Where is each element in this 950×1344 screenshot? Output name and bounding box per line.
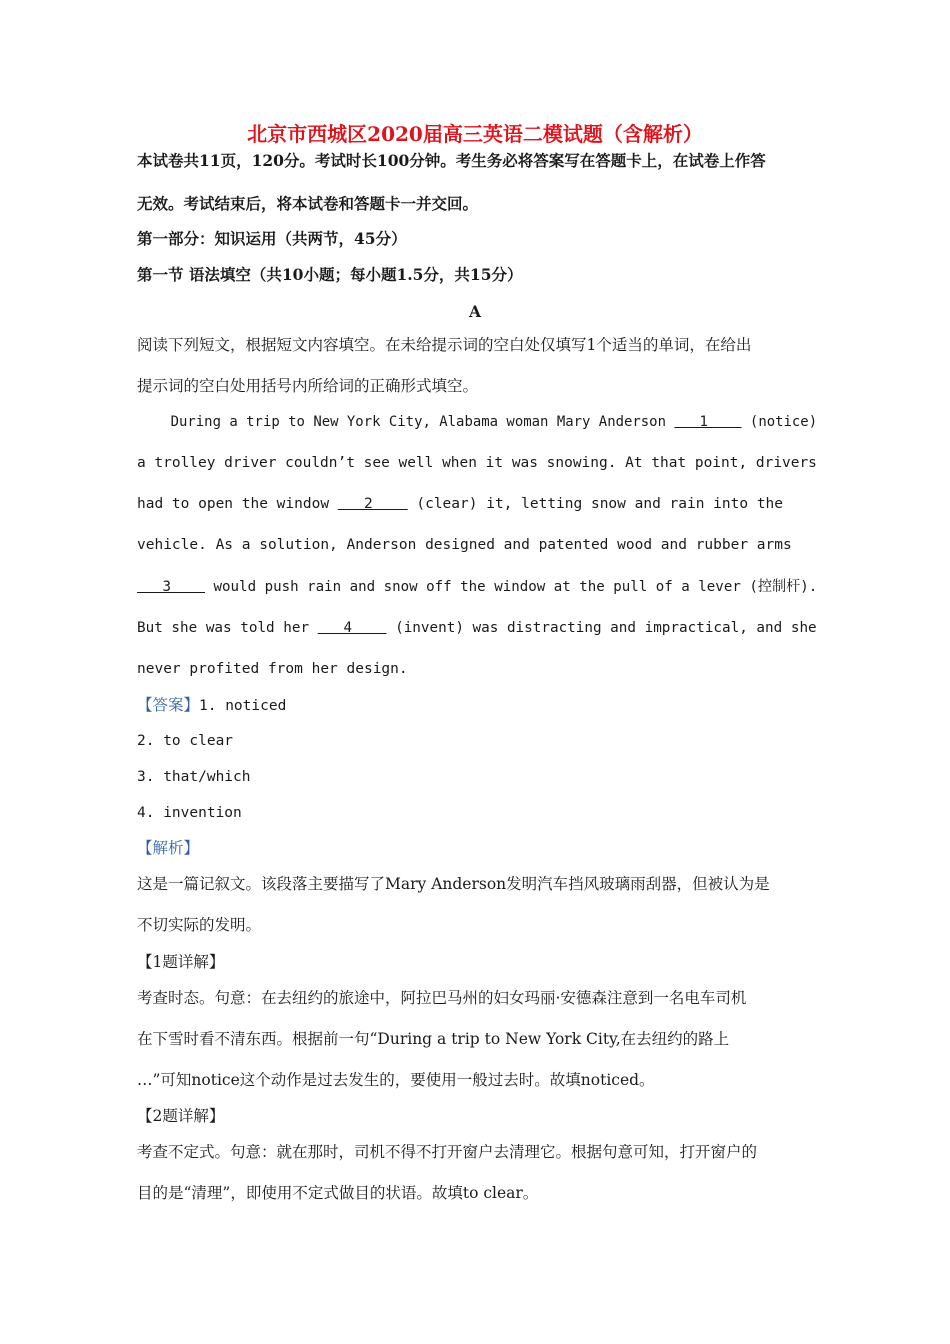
q2-line-2: 目的是“清理”，即使用不定式做目的状语。故填to clear。	[137, 1184, 539, 1202]
passage-text: (invent) was distracting and impractical, and she	[386, 620, 817, 636]
passage-text: During a trip to New York City, Alabama woman Mary Anderson	[137, 414, 675, 430]
analysis-line-1: 这是一篇记叙文。该段落主要描写了Mary Anderson发明汽车挡风玻璃雨刮器，但被认为是	[137, 875, 770, 893]
blank-1: 1	[674, 414, 742, 430]
instructions-line-2: 提示词的空白处用括号内所给词的正确形式填空。	[137, 377, 479, 395]
passage-text: would push rain and snow off the window at the pull of a lever (控制杆).	[205, 579, 818, 595]
blank-3: 3	[137, 579, 206, 595]
part-heading: 第一部分：知识运用（共两节，45分）	[137, 229, 407, 248]
q1-line-1: 考查时态。句意：在去纽约的旅途中，阿拉巴马州的妇女玛丽·安德森注意到一名电车司机	[137, 989, 747, 1007]
q1-line-2: 在下雪时看不清东西。根据前一句“During a trip to New York City,在去纽约的路上	[137, 1030, 730, 1048]
blank-2: 2	[337, 496, 408, 512]
answer-item-4: 4. invention	[137, 805, 242, 821]
passage-line-3	[137, 494, 783, 514]
passage-line-7: never profited from her design.	[137, 661, 408, 677]
document-title: 北京市西城区2020届高三英语二模试题（含解析）	[247, 122, 703, 146]
answer-item-1: 1. noticed	[199, 698, 287, 714]
q2-heading: 【2题详解】	[137, 1107, 225, 1125]
section-heading: 第一节 语法填空（共10小题；每小题1.5分，共15分）	[137, 265, 523, 284]
answer-item-2: 2. to clear	[137, 733, 234, 749]
passage-line-5	[137, 577, 817, 597]
answer-item-3: 3. that/which	[137, 769, 251, 785]
passage-text: But she was told her	[137, 620, 318, 636]
instructions-line-1: 阅读下列短文，根据短文内容填空。在未给提示词的空白处仅填写1个适当的单词，在给出	[137, 336, 752, 354]
passage-line-1	[137, 412, 817, 432]
passage-line-2: a trolley driver couldn’t see well when it was snowing. At that point, drivers	[137, 455, 817, 471]
intro-line-2: 无效。考试结束后，将本试卷和答题卡一并交回。	[137, 194, 479, 213]
passage-line-6	[137, 618, 817, 638]
q1-heading: 【1题详解】	[137, 953, 225, 971]
passage-line-4: vehicle. As a solution, Anderson designed and patented wood and rubber arms	[137, 537, 792, 553]
intro-line-1: 本试卷共11页，120分。考试时长100分钟。考生务必将答案写在答题卡上，在试卷上作答	[137, 151, 766, 170]
answer-tag: 【答案】	[137, 696, 200, 714]
answer-line-1	[137, 695, 286, 716]
passage-label: A	[468, 302, 482, 321]
analysis-tag: 【解析】	[137, 839, 200, 857]
analysis-line-2: 不切实际的发明。	[137, 916, 262, 934]
passage-text: had to open the window	[137, 496, 338, 512]
q2-line-1: 考查不定式。句意：就在那时，司机不得不打开窗户去清理它。根据句意可知，打开窗户的	[137, 1143, 758, 1161]
passage-text: (clear) it, letting snow and rain into the	[407, 496, 784, 512]
blank-4: 4	[317, 620, 387, 636]
passage-text: (notice)	[741, 414, 818, 430]
q1-line-3: …”可知notice这个动作是过去发生的，要使用一般过去时。故填noticed。	[137, 1071, 655, 1089]
